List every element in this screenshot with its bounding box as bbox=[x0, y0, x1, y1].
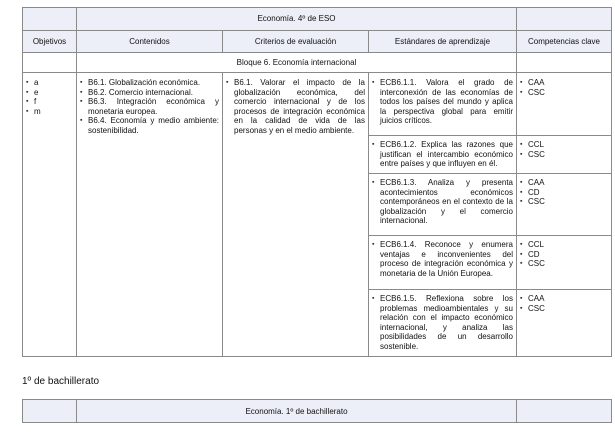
section-title: 1º de bachillerato bbox=[22, 376, 100, 387]
corner-cell bbox=[23, 400, 77, 423]
header-contenidos: Contenidos bbox=[77, 31, 223, 53]
header-criterios: Criterios de evaluación bbox=[223, 31, 369, 53]
estandar-cell-4 bbox=[369, 236, 517, 290]
corner-cell bbox=[23, 8, 77, 31]
criterio-item: ▪ B6.1. Valorar el impacto de la globalización económica, del comercio internacional y de los procesos de integración económica en la calidad de vida de las personas y en el medio ambiente. bbox=[226, 78, 365, 136]
estandar-cell-3 bbox=[369, 174, 517, 236]
competencia-item: ▪ CAA bbox=[520, 178, 608, 188]
competencias-cell-1 bbox=[517, 73, 612, 136]
competencia-item: ▪ CSC bbox=[520, 88, 608, 98]
competencia-item: ▪ CSC bbox=[520, 150, 608, 160]
title-right-cell bbox=[517, 400, 612, 423]
criterios-cell bbox=[223, 73, 369, 357]
contenido-item: ▪ B6.1. Globalización económica. bbox=[80, 78, 219, 88]
estandar-cell-5 bbox=[369, 290, 517, 357]
contenido-item: ▪ B6.3. Integración económica y monetaria europea. bbox=[80, 97, 219, 116]
estandar-text: ▪ ECB6.1.1. Valora el grado de interconexión de las economías de todos los países del mundo y aplica la perspectiva global para emitir juicios críticos. bbox=[372, 78, 513, 126]
competencia-item: ▪ CAA bbox=[520, 78, 608, 88]
objetivo-item: ▪ e bbox=[26, 88, 73, 98]
objetivo-item: ▪ f bbox=[26, 97, 73, 107]
competencia-item: ▪ CCL bbox=[520, 240, 608, 250]
table-title: Economía. 4º de ESO bbox=[77, 8, 517, 31]
estandar-cell-1 bbox=[369, 73, 517, 136]
objetivos-list bbox=[26, 78, 73, 116]
competencia-item: ▪ CSC bbox=[520, 197, 608, 207]
competencia-item: ▪ CCL bbox=[520, 140, 608, 150]
estandar-text: ▪ ECB6.1.5. Reflexiona sobre los problemas medioambientales y su relación con el impacto económico internacional, y analiza las posibilidades de un desarrollo sostenible. bbox=[372, 294, 513, 352]
contenido-item: ▪ B6.2. Comercio internacional. bbox=[80, 88, 219, 98]
criterios-list bbox=[226, 78, 365, 136]
curriculum-table-eso bbox=[22, 7, 612, 357]
competencias-cell-5 bbox=[517, 290, 612, 357]
header-estandares: Estándares de aprendizaje bbox=[369, 31, 517, 53]
competencias-cell-3 bbox=[517, 174, 612, 236]
competencia-item: ▪ CSC bbox=[520, 259, 608, 269]
contenidos-cell bbox=[77, 73, 223, 357]
competencias-cell-4 bbox=[517, 236, 612, 290]
block-title: Bloque 6. Economía internacional bbox=[77, 53, 517, 73]
objetivo-item: ▪ a bbox=[26, 78, 73, 88]
competencia-item: ▪ CAA bbox=[520, 294, 608, 304]
curriculum-table-bachillerato bbox=[22, 399, 612, 423]
objetivos-cell bbox=[23, 73, 77, 357]
block-right-cell bbox=[517, 53, 612, 73]
estandar-text: ▪ ECB6.1.3. Analiza y presenta acontecimientos económicos contemporáneos en el contexto de la globalización y el comercio internacional. bbox=[372, 178, 513, 226]
estandar-text: ▪ ECB6.1.2. Explica las razones que justifican el intercambio económico entre países y que influyen en él. bbox=[372, 140, 513, 169]
estandar-text: ▪ ECB6.1.4. Reconoce y enumera ventajas e inconvenientes del proceso de integración económica y monetaria de la Unión Europea. bbox=[372, 240, 513, 278]
header-competencias: Competencias clave bbox=[517, 31, 612, 53]
competencias-cell-2 bbox=[517, 136, 612, 174]
block-left-cell bbox=[23, 53, 77, 73]
contenidos-list bbox=[80, 78, 219, 136]
table-title: Economía. 1º de bachillerato bbox=[77, 400, 517, 423]
competencia-item: ▪ CD bbox=[520, 250, 608, 260]
competencia-item: ▪ CD bbox=[520, 188, 608, 198]
competencia-item: ▪ CSC bbox=[520, 304, 608, 314]
contenido-item: ▪ B6.4. Economía y medio ambiente: sostenibilidad. bbox=[80, 116, 219, 135]
objetivo-item: ▪ m bbox=[26, 107, 73, 117]
title-right-cell bbox=[517, 8, 612, 31]
estandar-cell-2 bbox=[369, 136, 517, 174]
header-objetivos: Objetivos bbox=[23, 31, 77, 53]
